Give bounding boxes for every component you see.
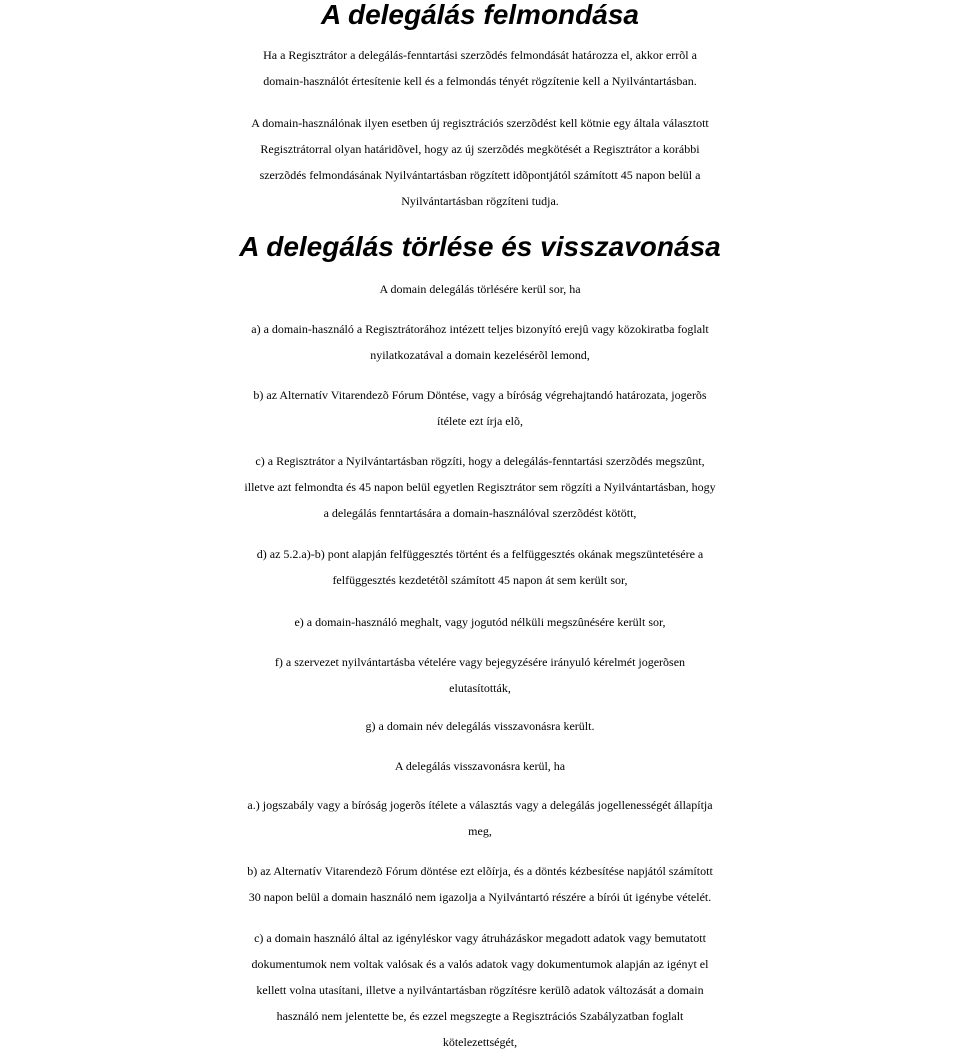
list-item-e <box>0 609 960 635</box>
text-line: A domain-használónak ilyen esetben új regisztrációs szerzõdést kell kötnie egy általa választott <box>251 116 709 130</box>
text-line: domain-használót értesítenie kell és a felmondás tényét rögzítenie kell a Nyilvántartásban. <box>263 74 697 88</box>
text-line: e) a domain-használó meghalt, vagy jogutód nélküli megszûnésére került sor, <box>294 615 666 629</box>
text-line: a delegálás fenntartására a domain-használóval szerzõdést kötött, <box>323 506 637 520</box>
revocation-item-c <box>0 925 960 1055</box>
text-line: kötelezettségét, <box>442 1035 518 1049</box>
text-line: Regisztrátorral olyan határidõvel, hogy az új szerzõdés megkötését a Regisztrátor a korábbi <box>260 142 700 156</box>
revocation-item-b <box>0 858 960 910</box>
text-line: A delegálás visszavonásra kerül, ha <box>394 759 566 773</box>
text-line: g) a domain név delegálás visszavonásra került. <box>365 719 595 733</box>
text-line: felfüggesztés kezdetétõl számított 45 napon át sem került sor, <box>332 573 628 587</box>
text-line: Nyilvántartásban rögzíteni tudja. <box>401 194 559 208</box>
text-line: a.) jogszabály vagy a bíróság jogerõs ítélete a választás vagy a delegálás jogellenességét állapítja <box>247 798 713 812</box>
text-line: c) a Regisztrátor a Nyilvántartásban rögzíti, hogy a delegálás-fenntartási szerzõdés megszûnt, <box>255 454 705 468</box>
list-item-f <box>0 649 960 701</box>
text-line: meg, <box>468 824 492 838</box>
text-line: 30 napon belül a domain használó nem igazolja a Nyilvántartó részére a bírói út igénybe vételét. <box>248 890 712 904</box>
section-deletion-revocation <box>0 232 960 262</box>
text-line: Ha a Regisztrátor a delegálás-fenntartási szerzõdés felmondását határozza el, akkor errõl a <box>263 48 697 62</box>
list-item-c <box>0 448 960 526</box>
section-delegation-termination <box>0 0 960 30</box>
paragraph-revocation-intro <box>0 753 960 779</box>
text-line: A domain delegálás törlésére kerül sor, ha <box>379 282 581 296</box>
text-line: b) az Alternatív Vitarendezõ Fórum Döntése, vagy a bíróság végrehajtandó határozata, jogerõs <box>253 388 707 402</box>
text-line: ítélete ezt írja elõ, <box>437 414 523 428</box>
text-line: a) a domain-használó a Regisztrátorához intézett teljes bizonyító erejû vagy közokiratba foglalt <box>251 322 709 336</box>
section-heading: A delegálás felmondása <box>321 0 639 30</box>
text-line: kellett volna utasítani, illetve a nyilvántartásban rögzítésre kerülõ adatok változását a domain <box>256 983 704 997</box>
text-line: szerzõdés felmondásának Nyilvántartásban rögzített idõpontjától számított 45 napon belül a <box>259 168 701 182</box>
text-line: elutasították, <box>449 681 511 695</box>
text-line: b) az Alternatív Vitarendezõ Fórum döntése ezt elõírja, és a döntés kézbesítése napjától számított <box>247 864 713 878</box>
section-heading: A delegálás törlése és visszavonása <box>239 231 721 262</box>
text-line: c) a domain használó által az igényléskor vagy átruházáskor megadott adatok vagy bemutatott <box>254 931 706 945</box>
text-line: d) az 5.2.a)-b) pont alapján felfüggesztés történt és a felfüggesztés okának megszüntetésére a <box>256 547 704 561</box>
paragraph-termination-notice <box>0 42 960 94</box>
paragraph-new-contract <box>0 110 960 214</box>
list-item-d <box>0 541 960 593</box>
list-item-g <box>0 713 960 739</box>
list-item-a <box>0 316 960 368</box>
paragraph-deletion-intro <box>0 276 960 302</box>
text-line: illetve azt felmondta és 45 napon belül egyetlen Regisztrátor sem rögzíti a Nyilvántartásban, hogy <box>244 480 716 494</box>
list-item-b <box>0 382 960 434</box>
text-line: nyilatkozatával a domain kezelésérõl lemond, <box>370 348 590 362</box>
revocation-item-a <box>0 792 960 844</box>
text-line: használó nem jelentette be, és ezzel megszegte a Regisztrációs Szabályzatban foglalt <box>276 1009 684 1023</box>
text-line: f) a szervezet nyilvántartásba vételére vagy bejegyzésére irányuló kérelmét jogerõsen <box>274 655 686 669</box>
text-line: dokumentumok nem voltak valósak és a valós adatok vagy dokumentumok alapján az igényt el <box>251 957 709 971</box>
